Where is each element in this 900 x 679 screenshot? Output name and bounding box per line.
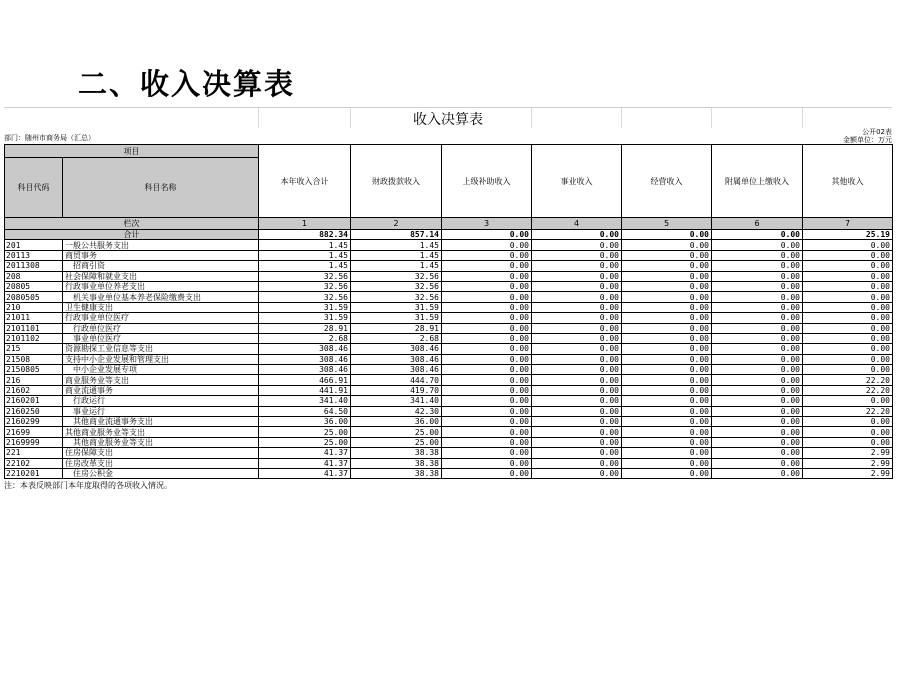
row-name: 行政单位医疗 [63, 323, 259, 333]
row-code: 210 [5, 302, 63, 312]
row-value: 22.20 [803, 406, 893, 416]
row-value: 0.00 [442, 292, 532, 302]
row-value: 31.59 [259, 313, 351, 323]
seq-3: 3 [442, 218, 532, 230]
table-row [5, 250, 893, 260]
row-value: 0.00 [712, 375, 803, 385]
row-value: 444.70 [351, 375, 442, 385]
row-value: 0.00 [442, 281, 532, 291]
header-col-5: 经营收入 [622, 145, 712, 218]
table-row [5, 354, 893, 364]
table-row [5, 385, 893, 395]
row-name: 商业服务业等支出 [63, 375, 259, 385]
row-value: 0.00 [532, 302, 622, 312]
row-value: 0.00 [803, 302, 893, 312]
header-col-1: 本年收入合计 [259, 145, 351, 218]
row-value: 0.00 [712, 333, 803, 343]
row-value: 1.45 [259, 250, 351, 260]
row-value: 0.00 [442, 365, 532, 375]
table-row [5, 365, 893, 375]
row-value: 0.00 [712, 271, 803, 281]
table-row [5, 240, 893, 250]
row-name: 其他商业服务业等支出 [63, 437, 259, 447]
row-value: 0.00 [532, 396, 622, 406]
table-body [5, 230, 893, 479]
row-value: 0.00 [712, 458, 803, 468]
row-value: 0.00 [803, 323, 893, 333]
row-value: 0.00 [532, 240, 622, 250]
row-value: 28.91 [259, 323, 351, 333]
row-name: 商贸事务 [63, 250, 259, 260]
row-value: 0.00 [712, 240, 803, 250]
row-value: 0.00 [712, 385, 803, 395]
row-code: 2150805 [5, 365, 63, 375]
row-code: 208 [5, 271, 63, 281]
row-value: 0.00 [803, 396, 893, 406]
total-cell: 0.00 [712, 230, 803, 240]
row-value: 1.45 [351, 261, 442, 271]
sheet-title: 收入决算表 [413, 112, 483, 128]
row-value: 25.00 [351, 427, 442, 437]
row-value: 0.00 [442, 313, 532, 323]
row-value: 0.00 [803, 437, 893, 447]
row-value: 441.91 [259, 385, 351, 395]
row-name: 社会保障和就业支出 [63, 271, 259, 281]
seq-7: 7 [803, 218, 893, 230]
row-value: 0.00 [532, 271, 622, 281]
row-value: 2.99 [803, 458, 893, 468]
table-row [5, 396, 893, 406]
row-value: 0.00 [532, 333, 622, 343]
row-code: 2011308 [5, 261, 63, 271]
row-value: 0.00 [803, 292, 893, 302]
row-value: 32.56 [259, 292, 351, 302]
total-cell: 0.00 [532, 230, 622, 240]
row-value: 341.40 [351, 396, 442, 406]
row-value: 0.00 [803, 417, 893, 427]
row-value: 0.00 [532, 261, 622, 271]
row-value: 0.00 [532, 313, 622, 323]
row-value: 0.00 [803, 354, 893, 364]
row-code: 21602 [5, 385, 63, 395]
row-name: 事业运行 [63, 406, 259, 416]
row-value: 32.56 [259, 271, 351, 281]
row-value: 0.00 [622, 333, 712, 343]
row-value: 41.37 [259, 468, 351, 478]
department-label: 部门：随州市商务局（汇总） [4, 134, 95, 142]
row-value: 0.00 [442, 417, 532, 427]
row-value: 0.00 [803, 250, 893, 260]
row-value: 0.00 [712, 406, 803, 416]
row-value: 0.00 [442, 437, 532, 447]
table-row [5, 292, 893, 302]
row-value: 0.00 [712, 468, 803, 478]
table-row [5, 302, 893, 312]
header-col-6: 附属单位上缴收入 [712, 145, 803, 218]
row-value: 0.00 [622, 365, 712, 375]
row-value: 0.00 [622, 375, 712, 385]
row-code: 2169999 [5, 437, 63, 447]
row-value: 0.00 [712, 292, 803, 302]
row-name: 中小企业发展专项 [63, 365, 259, 375]
row-value: 0.00 [442, 302, 532, 312]
row-name: 住房公积金 [63, 468, 259, 478]
row-value: 2.68 [351, 333, 442, 343]
row-value: 308.46 [351, 344, 442, 354]
row-name: 支持中小企业发展和管理支出 [63, 354, 259, 364]
row-value: 308.46 [259, 365, 351, 375]
row-value: 0.00 [803, 313, 893, 323]
row-value: 31.59 [351, 302, 442, 312]
row-value: 0.00 [712, 448, 803, 458]
row-name: 行政事业单位医疗 [63, 313, 259, 323]
row-value: 0.00 [622, 313, 712, 323]
row-value: 0.00 [532, 375, 622, 385]
row-code: 20113 [5, 250, 63, 260]
form-number: 公开02表 [862, 128, 892, 136]
table-row [5, 437, 893, 447]
row-code: 2080505 [5, 292, 63, 302]
table-row [5, 344, 893, 354]
row-code: 21699 [5, 427, 63, 437]
row-value: 0.00 [622, 250, 712, 260]
row-value: 28.91 [351, 323, 442, 333]
row-value: 31.59 [259, 302, 351, 312]
row-code: 2210201 [5, 468, 63, 478]
row-value: 31.59 [351, 313, 442, 323]
header-project: 项目 [5, 145, 259, 158]
row-value: 0.00 [532, 344, 622, 354]
row-name: 其他商业流通事务支出 [63, 417, 259, 427]
row-value: 0.00 [532, 427, 622, 437]
row-code: 221 [5, 448, 63, 458]
row-value: 0.00 [622, 323, 712, 333]
total-cell: 857.14 [351, 230, 442, 240]
table-row [5, 271, 893, 281]
row-value: 41.37 [259, 448, 351, 458]
table-row [5, 427, 893, 437]
row-value: 41.37 [259, 458, 351, 468]
table-row [5, 375, 893, 385]
income-table [4, 144, 893, 479]
seq-4: 4 [532, 218, 622, 230]
row-value: 0.00 [803, 427, 893, 437]
row-name: 住房改革支出 [63, 458, 259, 468]
row-value: 0.00 [442, 458, 532, 468]
table-row [5, 406, 893, 416]
row-value: 32.56 [259, 281, 351, 291]
row-value: 0.00 [622, 292, 712, 302]
row-value: 0.00 [803, 365, 893, 375]
table-row [5, 458, 893, 468]
row-value: 0.00 [442, 375, 532, 385]
row-value: 22.20 [803, 375, 893, 385]
row-name: 其他商业服务业等支出 [63, 427, 259, 437]
seq-1: 1 [259, 218, 351, 230]
row-name: 卫生健康支出 [63, 302, 259, 312]
row-value: 25.00 [351, 437, 442, 447]
row-value: 36.00 [259, 417, 351, 427]
row-code: 201 [5, 240, 63, 250]
row-value: 0.00 [803, 281, 893, 291]
row-value: 0.00 [442, 448, 532, 458]
row-value: 0.00 [622, 458, 712, 468]
row-value: 0.00 [442, 354, 532, 364]
row-value: 32.56 [351, 292, 442, 302]
header-col-2: 财政拨款收入 [351, 145, 442, 218]
row-value: 0.00 [712, 250, 803, 260]
row-value: 0.00 [712, 396, 803, 406]
row-value: 0.00 [622, 406, 712, 416]
row-name: 机关事业单位基本养老保险缴费支出 [63, 292, 259, 302]
row-value: 0.00 [532, 406, 622, 416]
row-value: 0.00 [532, 323, 622, 333]
row-value: 0.00 [442, 250, 532, 260]
row-value: 0.00 [622, 437, 712, 447]
total-cell: 25.19 [803, 230, 893, 240]
table-row [5, 323, 893, 333]
row-value: 0.00 [532, 281, 622, 291]
row-value: 0.00 [532, 437, 622, 447]
row-value: 0.00 [803, 333, 893, 343]
row-value: 0.00 [532, 417, 622, 427]
row-value: 0.00 [622, 271, 712, 281]
row-value: 0.00 [712, 354, 803, 364]
income-statement-sheet [4, 107, 892, 491]
table-row [5, 313, 893, 323]
row-value: 2.68 [259, 333, 351, 343]
row-value: 0.00 [442, 240, 532, 250]
row-value: 0.00 [712, 281, 803, 291]
row-value: 2.99 [803, 448, 893, 458]
row-value: 0.00 [712, 365, 803, 375]
row-value: 0.00 [803, 261, 893, 271]
row-value: 1.45 [351, 240, 442, 250]
row-value: 308.46 [351, 365, 442, 375]
row-value: 0.00 [532, 354, 622, 364]
row-value: 0.00 [712, 437, 803, 447]
row-value: 0.00 [442, 323, 532, 333]
row-value: 0.00 [803, 271, 893, 281]
row-value: 32.56 [351, 271, 442, 281]
row-code: 2160299 [5, 417, 63, 427]
row-value: 308.46 [351, 354, 442, 364]
row-value: 0.00 [622, 468, 712, 478]
table-row [5, 417, 893, 427]
row-value: 0.00 [442, 427, 532, 437]
row-value: 0.00 [622, 261, 712, 271]
row-value: 1.45 [259, 240, 351, 250]
row-value: 42.30 [351, 406, 442, 416]
row-value: 0.00 [442, 261, 532, 271]
row-value: 466.91 [259, 375, 351, 385]
row-code: 21508 [5, 354, 63, 364]
row-value: 0.00 [803, 240, 893, 250]
row-code: 2160250 [5, 406, 63, 416]
row-code: 20805 [5, 281, 63, 291]
row-value: 0.00 [442, 406, 532, 416]
row-value: 0.00 [622, 240, 712, 250]
row-name: 事业单位医疗 [63, 333, 259, 343]
row-value: 0.00 [622, 354, 712, 364]
row-code: 215 [5, 344, 63, 354]
page-heading: 二、收入决算表 [78, 67, 296, 101]
total-cell: 0.00 [442, 230, 532, 240]
row-value: 0.00 [532, 468, 622, 478]
row-value: 0.00 [622, 281, 712, 291]
header-col-3: 上级补助收入 [442, 145, 532, 218]
row-value: 64.50 [259, 406, 351, 416]
row-value: 0.00 [442, 396, 532, 406]
row-value: 419.70 [351, 385, 442, 395]
row-value: 0.00 [622, 448, 712, 458]
row-name: 招商引资 [63, 261, 259, 271]
row-value: 38.38 [351, 468, 442, 478]
row-value: 341.40 [259, 396, 351, 406]
total-row [5, 230, 893, 240]
row-value: 0.00 [532, 250, 622, 260]
header-code: 科目代码 [5, 158, 63, 218]
row-value: 0.00 [532, 385, 622, 395]
table-row [5, 281, 893, 291]
row-value: 0.00 [622, 396, 712, 406]
table-row [5, 468, 893, 478]
table-row [5, 261, 893, 271]
row-value: 1.45 [351, 250, 442, 260]
row-value: 0.00 [442, 344, 532, 354]
row-value: 36.00 [351, 417, 442, 427]
row-value: 32.56 [351, 281, 442, 291]
row-value: 0.00 [622, 427, 712, 437]
row-code: 2101101 [5, 323, 63, 333]
row-value: 0.00 [442, 468, 532, 478]
header-name: 科目名称 [63, 158, 259, 218]
row-code: 2160201 [5, 396, 63, 406]
row-name: 行政运行 [63, 396, 259, 406]
row-value: 38.38 [351, 448, 442, 458]
seq-2: 2 [351, 218, 442, 230]
row-value: 0.00 [442, 385, 532, 395]
row-value: 0.00 [712, 323, 803, 333]
row-value: 0.00 [532, 458, 622, 468]
row-value: 0.00 [803, 344, 893, 354]
table-row [5, 333, 893, 343]
row-value: 25.00 [259, 427, 351, 437]
row-value: 308.46 [259, 344, 351, 354]
row-name: 资源勘探工业信息等支出 [63, 344, 259, 354]
sheet-meta-right [843, 128, 892, 144]
row-value: 0.00 [712, 313, 803, 323]
row-value: 1.45 [259, 261, 351, 271]
row-value: 0.00 [712, 344, 803, 354]
header-col-7: 其他收入 [803, 145, 893, 218]
row-value: 0.00 [622, 385, 712, 395]
row-value: 0.00 [622, 302, 712, 312]
table-row [5, 448, 893, 458]
row-value: 0.00 [532, 292, 622, 302]
table-note: 注：本表反映部门本年度取得的各项收入情况。 [4, 481, 172, 491]
row-name: 行政事业单位养老支出 [63, 281, 259, 291]
row-name: 一般公共服务支出 [63, 240, 259, 250]
row-value: 2.99 [803, 468, 893, 478]
seq-5: 5 [622, 218, 712, 230]
row-value: 0.00 [532, 448, 622, 458]
total-cell: 882.34 [259, 230, 351, 240]
row-code: 22102 [5, 458, 63, 468]
row-value: 0.00 [712, 427, 803, 437]
row-value: 0.00 [712, 261, 803, 271]
row-value: 0.00 [712, 417, 803, 427]
row-value: 0.00 [442, 333, 532, 343]
row-value: 25.00 [259, 437, 351, 447]
header-seq: 栏次 [5, 218, 259, 230]
row-code: 216 [5, 375, 63, 385]
total-label: 合计 [5, 230, 259, 240]
row-name: 住房保障支出 [63, 448, 259, 458]
row-value: 308.46 [259, 354, 351, 364]
row-value: 0.00 [622, 417, 712, 427]
row-value: 0.00 [622, 344, 712, 354]
row-value: 0.00 [712, 302, 803, 312]
total-cell: 0.00 [622, 230, 712, 240]
sheet-caption [4, 107, 892, 128]
seq-6: 6 [712, 218, 803, 230]
sheet-meta [4, 128, 892, 144]
row-code: 2101102 [5, 333, 63, 343]
row-name: 商业流通事务 [63, 385, 259, 395]
row-value: 22.20 [803, 385, 893, 395]
row-value: 38.38 [351, 458, 442, 468]
row-code: 21011 [5, 313, 63, 323]
row-value: 0.00 [532, 365, 622, 375]
unit-label: 金额单位：万元 [843, 136, 892, 144]
row-value: 0.00 [442, 271, 532, 281]
header-col-4: 事业收入 [532, 145, 622, 218]
